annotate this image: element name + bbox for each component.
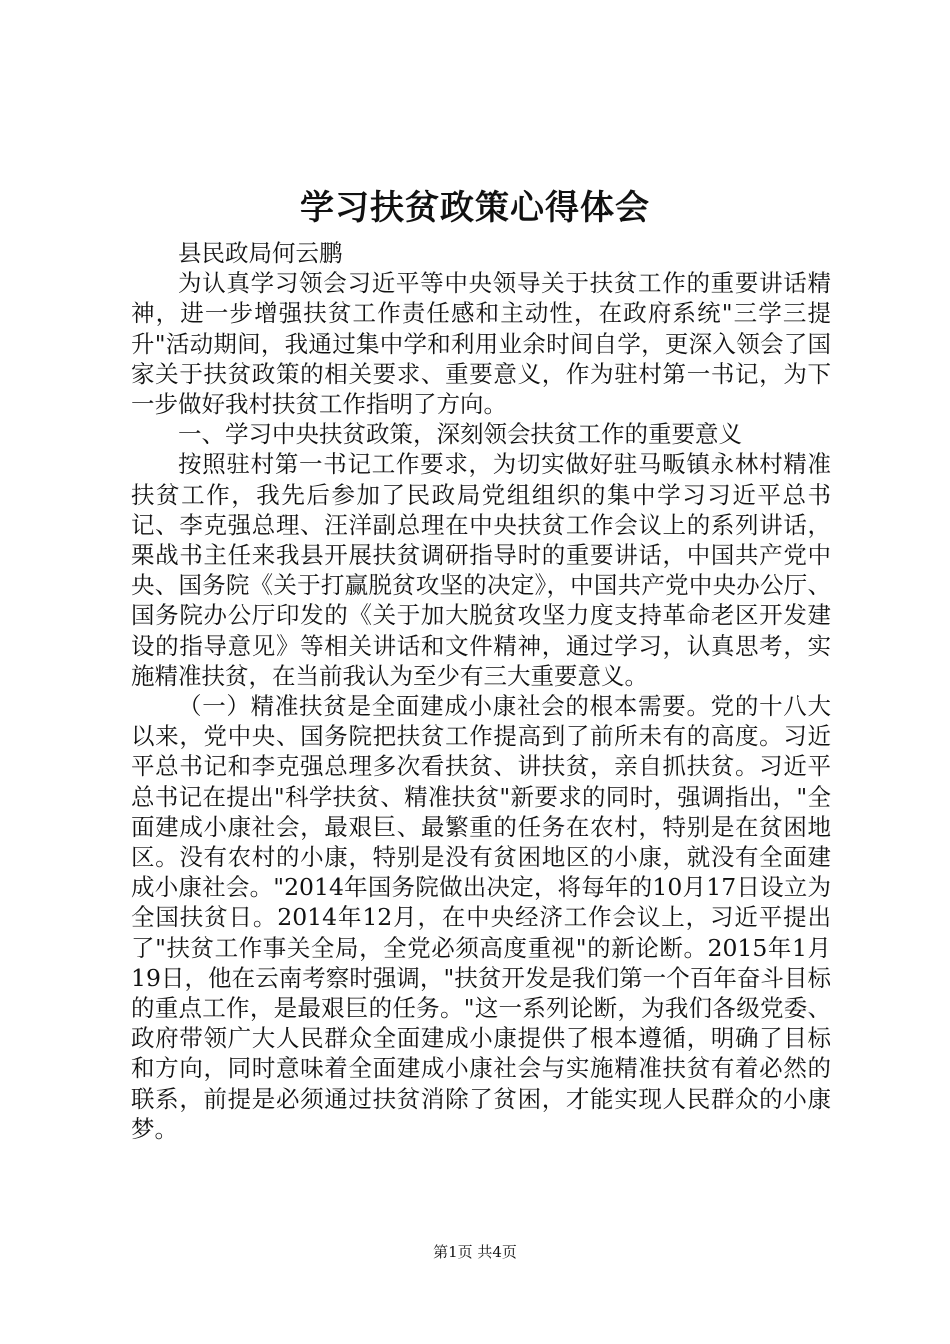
document-title: 学习扶贫政策心得体会 <box>300 188 650 228</box>
document-body <box>131 238 831 1144</box>
paragraph-intro: 为认真学习领会习近平等中央领导关于扶贫工作的重要讲话精神，进一步增强扶贫工作责任感和主动性，在政府系统"三学三提升"活动期间，我通过集中学和利用业余时间自学，更深入领会了国家关于扶贫政策的相关要求、重要意义，作为驻村第一书记，为下一步做好我村扶贫工作指明了方向。 <box>131 269 831 419</box>
paragraph-significance-1: （一）精准扶贫是全面建成小康社会的根本需要。党的十八大以来，党中央、国务院把扶贫工作提高到了前所未有的高度。习近平总书记和李克强总理多次看扶贫、讲扶贫，亲自抓扶贫。习近平总书记在提出"科学扶贫、精准扶贫"新要求的同时，强调指出，"全面建成小康社会，最艰巨、最繁重的任务在农村，特别是在贫困地区。没有农村的小康，特别是没有贫困地区的小康，就没有全面建成小康社会。"2014年国务院做出决定，将每年的10月17日设立为全国扶贫日。2014年12月，在中央经济工作会议上，习近平提出了"扶贫工作事关全局，全党必须高度重视"的新论断。2015年1月19日，他在云南考察时强调，"扶贫开发是我们第一个百年奋斗目标的重点工作，是最艰巨的任务。"这一系列论断，为我们各级党委、政府带领广大人民群众全面建成小康提供了根本遵循，明确了目标和方向，同时意味着全面建成小康社会与实施精准扶贫有着必然的联系，前提是必须通过扶贫消除了贫困，才能实现人民群众的小康梦。 <box>131 692 831 1143</box>
section-heading-1: 一、学习中央扶贫政策，深刻领会扶贫工作的重要意义 <box>178 420 742 449</box>
author-line: 县民政局何云鹏 <box>178 239 343 267</box>
paragraph-study: 按照驻村第一书记工作要求，为切实做好驻马畈镇永林村精准扶贫工作，我先后参加了民政局党组组织的集中学习习近平总书记、李克强总理、汪洋副总理在中央扶贫工作会议上的系列讲话，栗战书主任来我县开展扶贫调研指导时的重要讲话，中国共产党中央、国务院《关于打赢脱贫攻坚的决定》，中国共产党中央办公厅、国务院办公厅印发的《关于加大脱贫攻坚力度支持革命老区开发建设的指导意见》等相关讲话和文件精神，通过学习，认真思考，实施精准扶贫，在当前我认为至少有三大重要意义。 <box>131 450 831 690</box>
page-footer: 第1页 共4页 <box>433 1243 517 1261</box>
